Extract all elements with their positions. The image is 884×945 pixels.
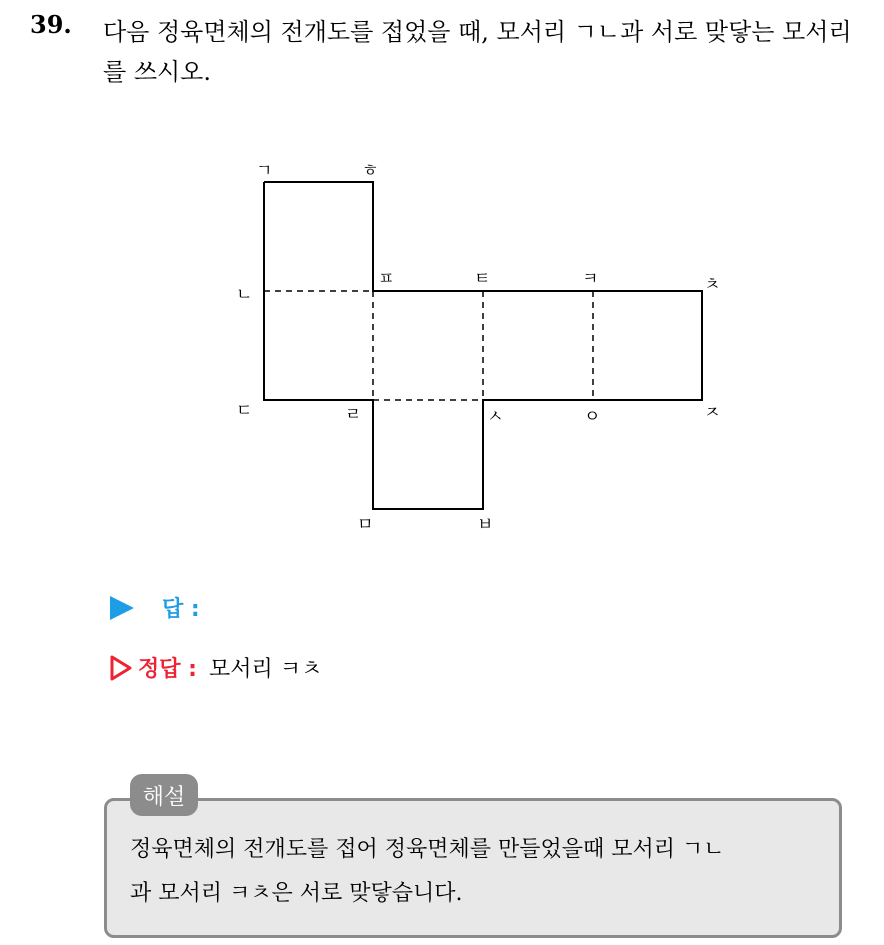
vertex-label: ㅍ — [378, 269, 395, 289]
vertex-label: ㄹ — [345, 405, 362, 425]
vertex-label: ㄴ — [236, 285, 253, 305]
question-text: 다음 정육면체의 전개도를 접었을 때, 모서리 ㄱㄴ과 서로 맞닿는 모서리를 쓰시오. — [103, 18, 852, 86]
vertex-label: ㅂ — [477, 515, 494, 535]
vertex-label: ㄱ — [256, 161, 273, 181]
explanation-text — [130, 828, 830, 916]
vertex-label: ㄷ — [236, 401, 253, 421]
net-outline — [264, 182, 702, 509]
explanation-line: 과 모서리 ㅋㅊ은 서로 맞닿습니다. — [130, 881, 463, 906]
play-triangle-icon — [110, 596, 134, 620]
correct-answer-label: 정답 : — [138, 657, 197, 682]
vertex-label: ㅈ — [704, 403, 721, 423]
vertex-label: ㅋ — [582, 269, 599, 289]
correct-answer-row — [110, 652, 322, 683]
vertex-label: ㅊ — [704, 275, 721, 295]
vertex-label: ㅎ — [362, 161, 379, 181]
explanation-tab: 해설 — [130, 774, 198, 816]
outline-triangle-icon — [110, 655, 132, 681]
vertex-label: ㅅ — [487, 407, 504, 427]
answer-row — [110, 592, 200, 623]
net-outline-path — [264, 182, 702, 509]
answer-label: 답 : — [162, 597, 200, 622]
correct-answer-value: 모서리 ㅋㅊ — [208, 657, 323, 682]
explanation-line: 정육면체의 전개도를 접어 정육면체를 만들었을때 모서리 ㄱㄴ — [130, 837, 725, 862]
vertex-label: ㅁ — [357, 515, 374, 535]
vertex-label: ㅌ — [474, 269, 491, 289]
vertex-label: ㅇ — [584, 407, 601, 427]
fold-lines — [264, 291, 593, 400]
question-number: 39. — [30, 10, 72, 39]
